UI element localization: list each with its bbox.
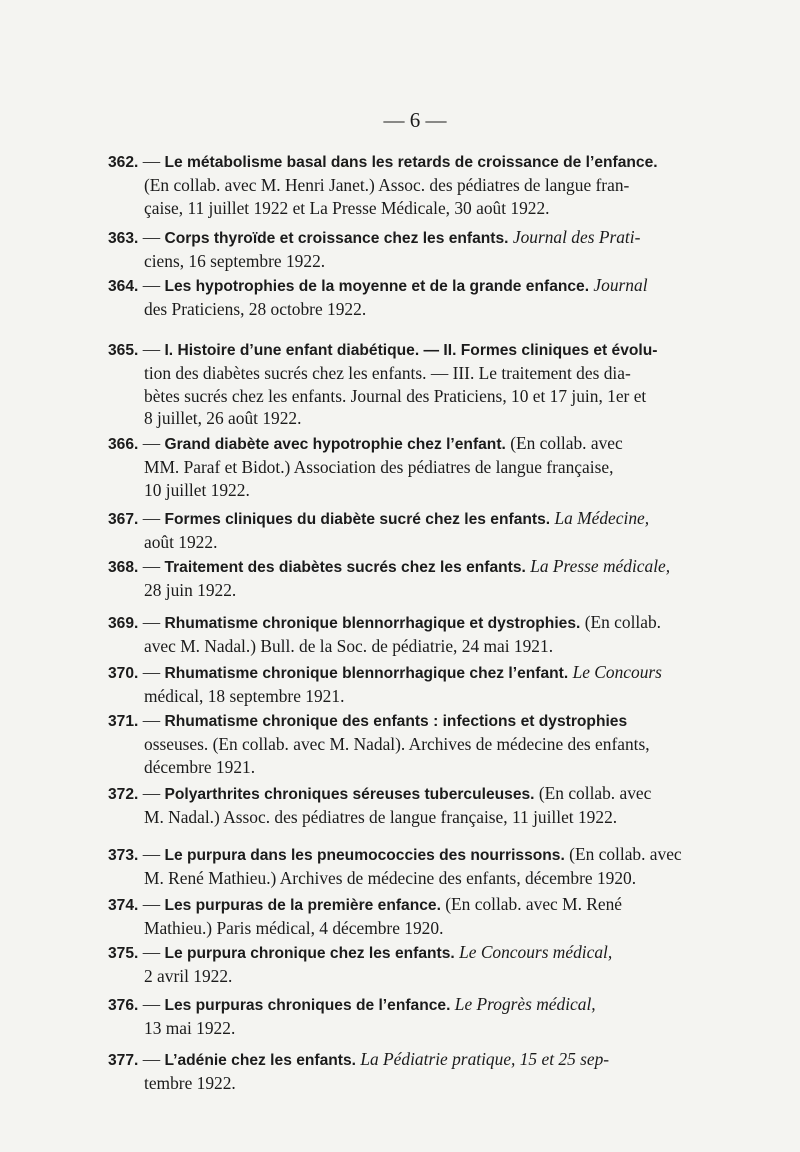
entry-number: 377. — [108, 1052, 139, 1069]
bibliography-entry-362 — [108, 150, 733, 219]
entry-title: I. Histoire d’une enfant diabétique. — II. Formes cliniques et évolu- — [164, 342, 658, 359]
entry-line: tembre 1922. — [144, 1073, 236, 1094]
bibliography-entry-373 — [108, 843, 733, 890]
entry-number: 362. — [108, 154, 139, 171]
entry-line: bètes sucrés chez les enfants. Journal des Praticiens, 10 et 17 juin, 1er et — [144, 385, 647, 406]
entry-title: Rhumatisme chronique blennorrhagique chez l’enfant. — [164, 665, 569, 682]
bibliography-entry-366 — [108, 432, 733, 501]
entry-dash: — — [138, 227, 165, 247]
entry-dash: — — [138, 1049, 165, 1069]
entry-line: çaise, 11 juillet 1922 et La Presse Médicale, 30 août 1922. — [144, 197, 550, 218]
entry-source: (En collab. avec — [564, 844, 682, 864]
bibliography-entry-365 — [108, 338, 733, 430]
entry-dash: — — [138, 783, 165, 803]
entry-dash: — — [138, 433, 165, 453]
entry-number: 366. — [108, 436, 139, 453]
entry-number: 370. — [108, 665, 139, 682]
page-number: — 6 — — [383, 108, 447, 132]
entry-dash: — — [138, 508, 165, 528]
bibliography-entry-375 — [108, 941, 733, 988]
entry-line: ciens, 16 septembre 1922. — [144, 251, 326, 272]
entry-source: Le Progrès médical, — [450, 994, 596, 1014]
entry-title: Les purpuras chroniques de l’enfance. — [164, 997, 451, 1014]
entry-title: Traitement des diabètes sucrés chez les enfants. — [164, 559, 526, 576]
entry-dash: — — [138, 710, 165, 730]
entry-source: (En collab. avec — [534, 783, 652, 803]
entry-number: 364. — [108, 278, 139, 295]
entry-title: L’adénie chez les enfants. — [164, 1052, 356, 1069]
bibliography-entry-369 — [108, 611, 733, 658]
bibliography-entry-370 — [108, 661, 733, 708]
entry-number: 373. — [108, 847, 139, 864]
entry-source: Le Concours — [568, 662, 662, 682]
entry-source: Journal — [589, 275, 648, 295]
entry-dash: — — [138, 844, 165, 864]
entry-line: médical, 18 septembre 1921. — [144, 686, 345, 707]
entry-line: 28 juin 1922. — [144, 580, 237, 601]
entry-dash: — — [138, 556, 165, 576]
bibliography-entry-374 — [108, 893, 733, 940]
entry-line: août 1922. — [144, 532, 218, 553]
entry-source: (En collab. avec M. René — [440, 894, 623, 914]
entry-dash: — — [138, 275, 165, 295]
entry-number: 372. — [108, 786, 139, 803]
entry-source: La Presse médicale, — [525, 556, 671, 576]
entry-dash: — — [138, 942, 165, 962]
bibliography-entry-363 — [108, 226, 733, 273]
entry-number: 363. — [108, 230, 139, 247]
entry-dash: — — [138, 894, 165, 914]
entry-line: M. René Mathieu.) Archives de médecine des enfants, décembre 1920. — [144, 868, 637, 889]
bibliography-entry-371 — [108, 709, 733, 778]
bibliography-entry-377 — [108, 1048, 733, 1095]
entry-dash: — — [138, 612, 165, 632]
bibliography-entry-368 — [108, 555, 733, 602]
entry-dash: — — [138, 339, 165, 359]
bibliography-entry-364 — [108, 274, 733, 321]
entry-source: La Pédiatrie pratique, 15 et 25 sep- — [355, 1049, 610, 1069]
entry-title: Le métabolisme basal dans les retards de croissance de l’enfance. — [164, 154, 658, 171]
entry-dash: — — [138, 151, 165, 171]
entry-source: (En collab. — [580, 612, 662, 632]
entry-line: 8 juillet, 26 août 1922. — [144, 408, 302, 429]
entry-title: Les purpuras de la première enfance. — [164, 897, 441, 914]
entry-line: avec M. Nadal.) Bull. de la Soc. de pédiatrie, 24 mai 1921. — [144, 636, 554, 657]
entry-title: Rhumatisme chronique des enfants : infections et dystrophies — [164, 713, 628, 730]
entry-line: Mathieu.) Paris médical, 4 décembre 1920. — [144, 918, 444, 939]
entry-title: Rhumatisme chronique blennorrhagique et dystrophies. — [164, 615, 581, 632]
entry-dash: — — [138, 994, 165, 1014]
entry-source: Le Concours médical, — [454, 942, 613, 962]
bibliography-entry-376 — [108, 993, 733, 1040]
entry-source: (En collab. avec — [505, 433, 623, 453]
entry-number: 375. — [108, 945, 139, 962]
bibliography-entry-372 — [108, 782, 733, 829]
entry-source: La Médecine, — [550, 508, 650, 528]
entry-number: 374. — [108, 897, 139, 914]
entry-line: M. Nadal.) Assoc. des pédiatres de langue française, 11 juillet 1922. — [144, 807, 618, 828]
entry-title: Les hypotrophies de la moyenne et de la grande enfance. — [164, 278, 590, 295]
entry-source: Journal des Prati- — [508, 227, 641, 247]
entry-number: 368. — [108, 559, 139, 576]
entry-title: Corps thyroïde et croissance chez les enfants. — [164, 230, 509, 247]
entry-line: des Praticiens, 28 octobre 1922. — [144, 299, 367, 320]
entry-line: décembre 1921. — [144, 756, 256, 777]
entry-line: 13 mai 1922. — [144, 1018, 236, 1039]
entry-number: 371. — [108, 713, 139, 730]
bibliography-entry-367 — [108, 507, 733, 554]
entry-dash: — — [138, 662, 165, 682]
entry-line: tion des diabètes sucrés chez les enfants. — III. Le traitement des dia- — [144, 363, 631, 384]
entry-title: Formes cliniques du diabète sucré chez les enfants. — [164, 511, 551, 528]
entry-title: Polyarthrites chroniques séreuses tuberculeuses. — [164, 786, 535, 803]
entry-title: Le purpura dans les pneumococcies des nourrissons. — [164, 847, 565, 864]
entry-title: Grand diabète avec hypotrophie chez l’enfant. — [164, 436, 506, 453]
entry-number: 369. — [108, 615, 139, 632]
entry-line: MM. Paraf et Bidot.) Association des pédiatres de langue française, — [144, 457, 614, 478]
entry-line: 2 avril 1922. — [144, 966, 233, 987]
entry-number: 376. — [108, 997, 139, 1014]
entry-title: Le purpura chronique chez les enfants. — [164, 945, 455, 962]
entry-line: (En collab. avec M. Henri Janet.) Assoc. des pédiatres de langue fran- — [144, 175, 630, 196]
entry-number: 365. — [108, 342, 139, 359]
entry-line: 10 juillet 1922. — [144, 479, 250, 500]
entry-number: 367. — [108, 511, 139, 528]
entry-line: osseuses. (En collab. avec M. Nadal). Archives de médecine des enfants, — [144, 734, 650, 755]
